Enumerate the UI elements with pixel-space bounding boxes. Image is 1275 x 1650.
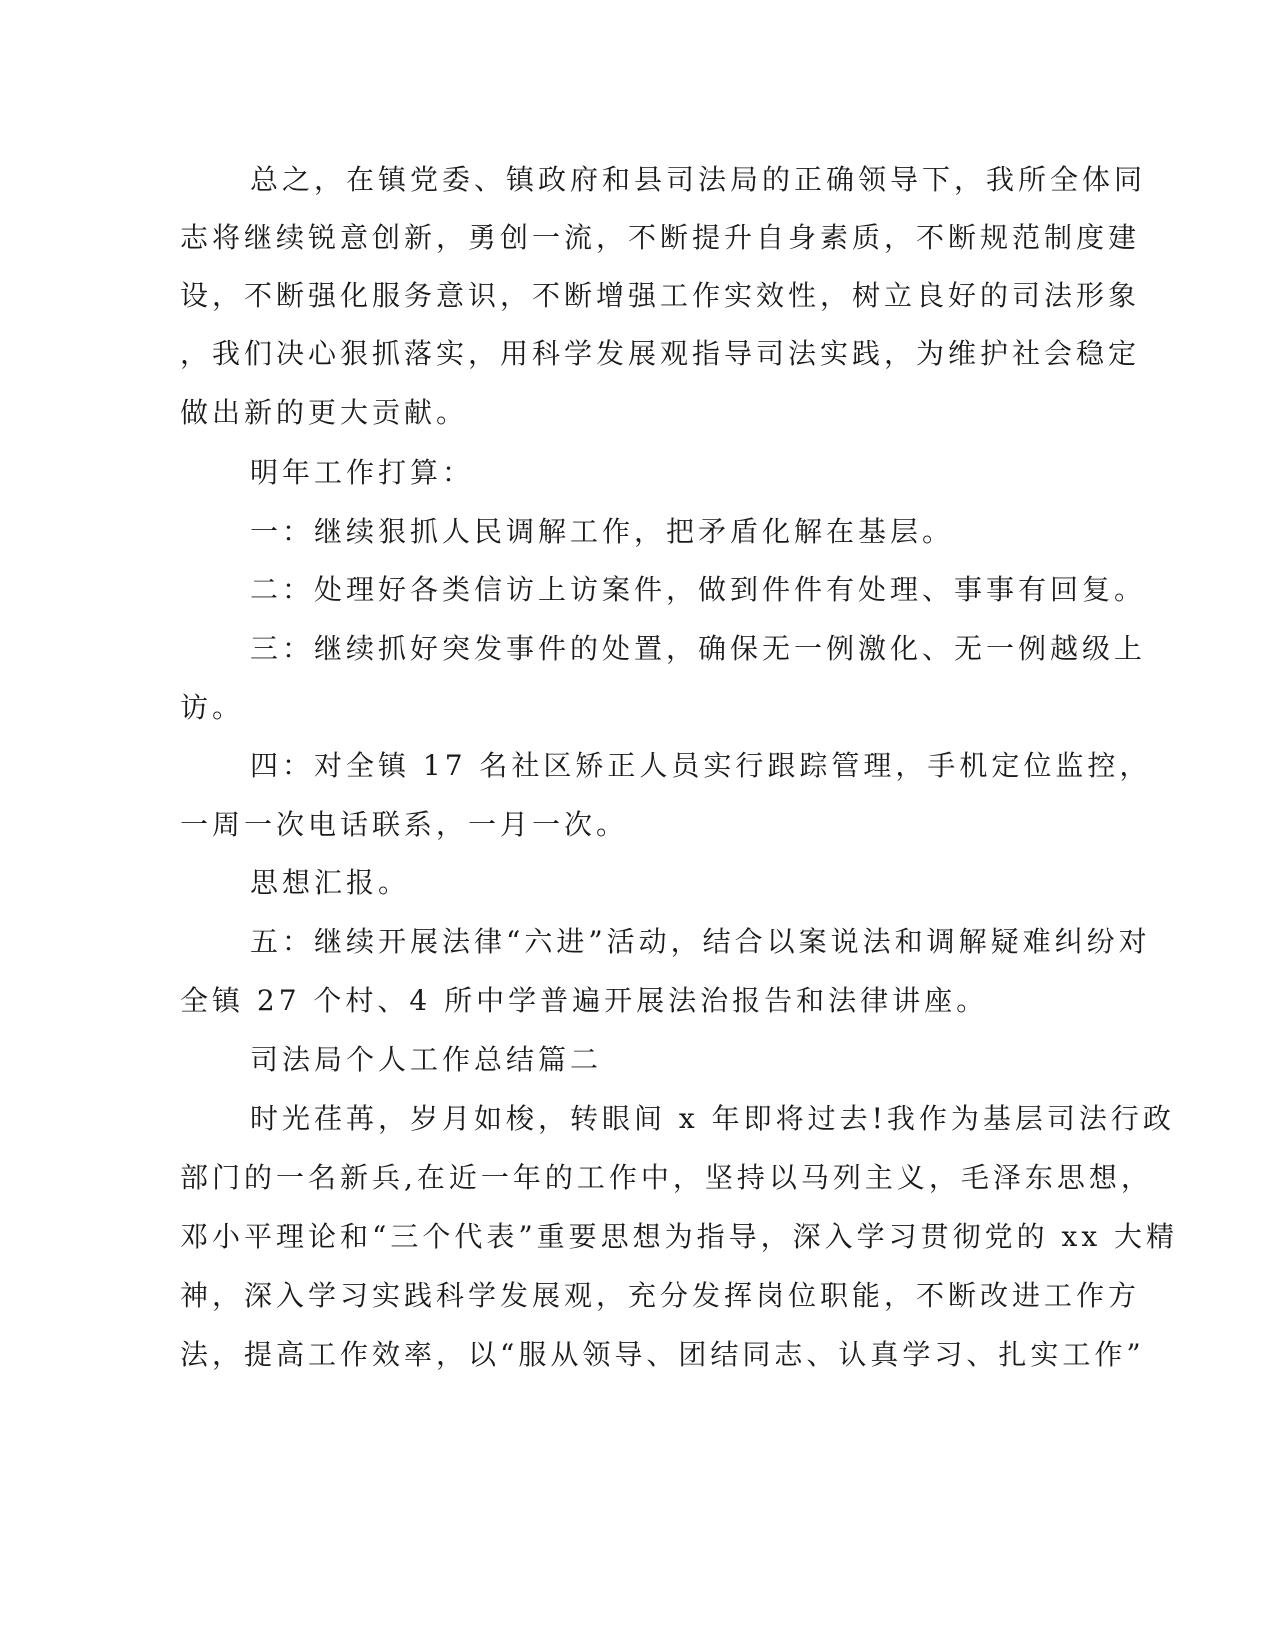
text-line: 时光荏苒，岁月如梭，转眼间 x 年即将过去!我作为基层司法行政 [250, 1102, 1175, 1135]
list-item: 三：继续抓好突发事件的处置，确保无一例激化、无一例越级上 [250, 632, 1147, 665]
text-line: 做出新的更大贡献。 [180, 396, 469, 429]
text-line: 一周一次电话联系，一月一次。 [180, 808, 629, 841]
list-item: 四：对全镇 17 名社区矫正人员实行跟踪管理，手机定位监控， [250, 749, 1152, 782]
text-line: 部门的一名新兵,在近一年的工作中，坚持以马列主义，毛泽东思想， [180, 1161, 1153, 1194]
text-line: 神，深入学习实践科学发展观，充分发挥岗位职能，不断改进工作方 [180, 1279, 1141, 1312]
text-line: 思想汇报。 [250, 866, 411, 899]
list-item: 五：继续开展法律“六进”活动，结合以案说法和调解疑难纠纷对 [250, 925, 1151, 958]
list-item: 二：处理好各类信访上访案件，做到件件有处理、事事有回复。 [250, 573, 1147, 606]
text-line: ，我们决心狠抓落实，用科学发展观指导司法实践，为维护社会稳定 [180, 337, 1141, 370]
section-title: 司法局个人工作总结篇二 [250, 1043, 603, 1076]
list-item: 一：继续狠抓人民调解工作，把矛盾化解在基层。 [250, 515, 955, 548]
text-line: 设，不断强化服务意识，不断增强工作实效性，树立良好的司法形象 [180, 279, 1141, 312]
text-line: 法，提高工作效率，以“服从领导、团结同志、认真学习、扎实工作” [180, 1338, 1145, 1371]
section-heading: 明年工作打算： [250, 456, 475, 489]
text-line: 总之，在镇党委、镇政府和县司法局的正确领导下，我所全体同 [250, 163, 1147, 196]
text-line: 访。 [180, 691, 245, 724]
text-line: 志将继续锐意创新，勇创一流，不断提升自身素质，不断规范制度建 [180, 221, 1141, 254]
text-line: 全镇 27 个村、4 所中学普遍开展法治报告和法律讲座。 [180, 984, 989, 1017]
text-line: 邓小平理论和“三个代表”重要思想为指导，深入学习贯彻党的 xx 大精 [180, 1220, 1179, 1253]
